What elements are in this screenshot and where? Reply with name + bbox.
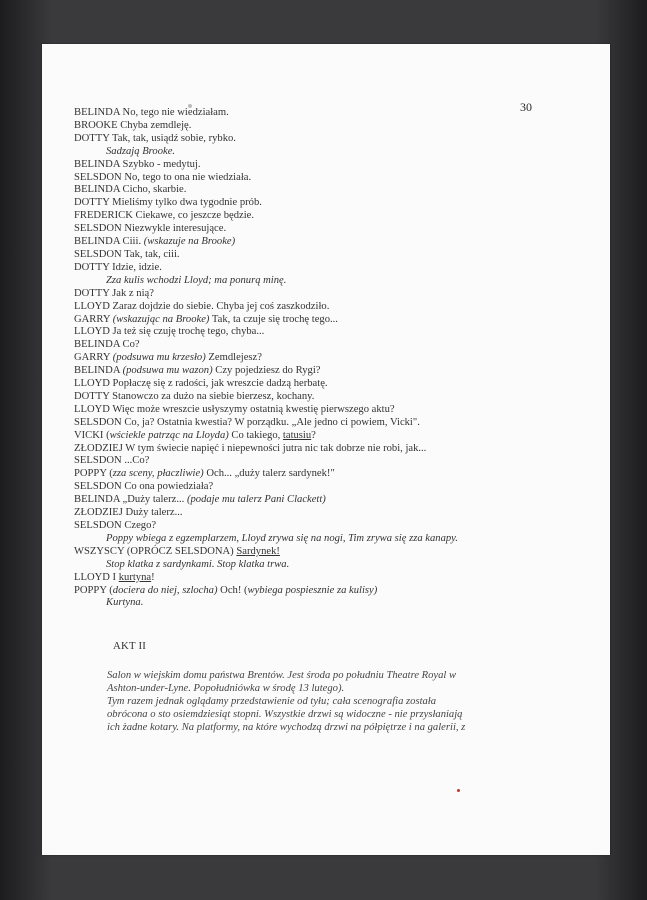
dialogue-line (74, 120, 544, 133)
description-line: Salon w wiejskim domu państwa Brentów. Jest środa po południu Theatre Royal w (107, 670, 457, 681)
dialogue-line (74, 223, 544, 236)
dialogue-line (74, 288, 544, 301)
dialogue-line (74, 172, 544, 185)
line-text: VICKI ( (74, 429, 110, 441)
line-text: ? (311, 429, 316, 441)
dialogue-line (74, 520, 544, 533)
dialogue-line (74, 546, 544, 559)
line-text: ! (151, 571, 155, 583)
underlined-word: tatusiu (282, 429, 312, 441)
stage-direction (74, 533, 544, 546)
line-text: Zza kulis wchodzi Lloyd; ma ponurą minę. (106, 274, 287, 286)
act-heading: AKT II (113, 640, 147, 652)
line-text: BELINDA Szybko - medytuj. (74, 158, 201, 170)
italic-direction: wybiega pospiesznie za kulisy) (247, 584, 378, 596)
italic-direction: (wskazuje na Brooke) (143, 236, 236, 248)
line-text: SELSDON No, tego to ona nie wiedziała. (74, 171, 252, 183)
line-text: Czy pojedziesz do Rygi? (212, 365, 321, 377)
line-text: SELSDON Niezwykle interesujące. (74, 223, 227, 235)
dialogue-line (74, 430, 544, 443)
dialogue-line (74, 507, 544, 520)
line-text: Stop klatka z sardynkami. Stop klatka trwa. (106, 558, 290, 570)
ink-speck (457, 789, 460, 792)
stage-direction (74, 559, 544, 572)
dialogue-line (74, 417, 544, 430)
dialogue-line (74, 468, 544, 481)
line-text: DOTTY Idzie, idzie. (74, 261, 162, 273)
line-text: BELINDA „Duży talerz... (74, 494, 187, 506)
line-text: SELSDON Czego? (74, 520, 157, 531)
dialogue-line (74, 352, 544, 365)
dialogue-line (74, 481, 544, 494)
dialogue-line (74, 314, 544, 327)
underlined-word: kurtyna (118, 571, 152, 583)
dialogue-line (74, 210, 544, 223)
line-text: ZŁODZIEJ Duży talerz... (74, 507, 183, 519)
line-text: FREDERICK Ciekawe, co jeszcze będzie. (74, 210, 255, 222)
line-text: Co takiego, (228, 429, 283, 441)
line-text: POPPY ( (74, 468, 113, 480)
line-text: SELSDON Tak, tak, ciii. (74, 248, 180, 260)
line-text: LLOYD I (74, 571, 119, 583)
line-text: LLOYD Zaraz dojdzie do siebie. Chyba jej coś zaszkodziło. (74, 300, 330, 312)
line-text: GARRY (74, 352, 113, 364)
dialogue-line (74, 107, 544, 120)
italic-direction: (podsuwa mu wazon) (122, 365, 213, 377)
description-line: obrócona o sto osiemdziesiąt stopni. Wszystkie drzwi są widoczne - nie przysłaniają (107, 709, 463, 720)
page-number: 30 (520, 100, 532, 114)
line-text: DOTTY Mieliśmy tylko dwa tygodnie prób. (74, 197, 262, 209)
line-text: BROOKE Chyba zemdleję. (74, 119, 192, 131)
dialogue-line (74, 585, 544, 598)
stage-description (107, 669, 507, 734)
line-text: WSZYSCY (OPRÓCZ SELSDONA) (74, 545, 237, 557)
stage-direction (74, 275, 544, 288)
dialogue-line (74, 494, 544, 507)
dialogue-line (74, 159, 544, 172)
dialogue-line (74, 572, 544, 585)
dialogue-line (74, 443, 544, 456)
line-text: SELSDON ...Co? (74, 455, 150, 467)
stage-direction (74, 597, 544, 610)
line-text: POPPY ( (74, 584, 113, 596)
line-text: Tak, ta czuje się trochę tego... (209, 313, 338, 325)
line-text: Kurtyna. (106, 597, 144, 609)
italic-direction: dociera do niej, szlocha) (112, 584, 218, 596)
dialogue-line (74, 133, 544, 146)
dialogue-line (74, 249, 544, 262)
underlined-word: Sardynek! (236, 545, 280, 557)
dialogue-line (74, 404, 544, 417)
line-text: BELINDA (74, 365, 123, 377)
line-text: Poppy wbiega z egzemplarzem, Lloyd zrywa się na nogi, Tim zrywa się zza kanapy. (106, 532, 458, 544)
dialogue-line (74, 339, 544, 352)
stage-direction (74, 146, 544, 159)
dialogue-line (74, 184, 544, 197)
line-text: LLOYD Ja też się czuję trochę tego, chyba... (74, 326, 265, 338)
line-text: SELSDON Co ona powiedziała? (74, 481, 214, 493)
description-line: Ashton-under-Lyne. Popołudniówka w środę 13 lutego). (107, 683, 345, 694)
dialogue-line (74, 326, 544, 339)
line-text: Och! ( (217, 584, 248, 596)
line-text: BELINDA Co? (74, 339, 140, 351)
line-text: ZŁODZIEJ W tym świecie napięć i niepewności jutra nic tak dobrze nie robi, jak... (74, 442, 427, 454)
line-text: SELSDON Co, ja? Ostatnia kwestia? W porządku. „Ale jedno ci powiem, Vicki". (74, 416, 420, 428)
line-text: GARRY (74, 313, 113, 325)
line-text: DOTTY Stanowczo za dużo na siebie bierzesz, kochany. (74, 390, 315, 402)
line-text: Sadzają Brooke. (106, 145, 176, 157)
dialogue-line (74, 455, 544, 468)
line-text: Zemdlejesz? (205, 352, 262, 364)
line-text: LLOYD Więc może wreszcie usłyszymy ostatnią kwestię pierwszego aktu? (74, 403, 395, 415)
line-text: BELINDA Ciii. (74, 236, 144, 248)
dialogue-line (74, 262, 544, 275)
italic-direction: (podsuwa mu krzesło) (112, 352, 206, 364)
dialogue-line (74, 301, 544, 314)
description-line: ich żadne kotary. Na platformy, na które wychodzą drzwi na półpiętrze i na galerii, z (107, 722, 466, 733)
dialogue-line (74, 197, 544, 210)
dialogue-line (74, 236, 544, 249)
line-text: BELINDA Cicho, skarbie. (74, 184, 187, 196)
dialogue-line (74, 391, 544, 404)
dialogue-line (74, 365, 544, 378)
dialogue-line (74, 378, 544, 391)
line-text: Och... „duży talerz sardynek!" (203, 468, 335, 480)
description-line: Tym razem jednak oglądamy przedstawienie od tyłu; cała scenografia została (107, 696, 437, 707)
script-dialogue (74, 107, 544, 610)
italic-direction: zza sceny, płaczliwie) (112, 468, 204, 480)
italic-direction: (wskazując na Brooke) (112, 313, 210, 325)
italic-direction: wściekle patrząc na Lloyda) (109, 429, 229, 441)
line-text: DOTTY Jak z nią? (74, 287, 154, 299)
line-text: BELINDA No, tego nie wiedziałam. (74, 107, 229, 118)
italic-direction: (podaje mu talerz Pani Clackett) (186, 494, 326, 506)
line-text: DOTTY Tak, tak, usiądź sobie, rybko. (74, 132, 236, 144)
line-text: LLOYD Popłaczę się z radości, jak wreszcie dadzą herbatę. (74, 378, 328, 390)
